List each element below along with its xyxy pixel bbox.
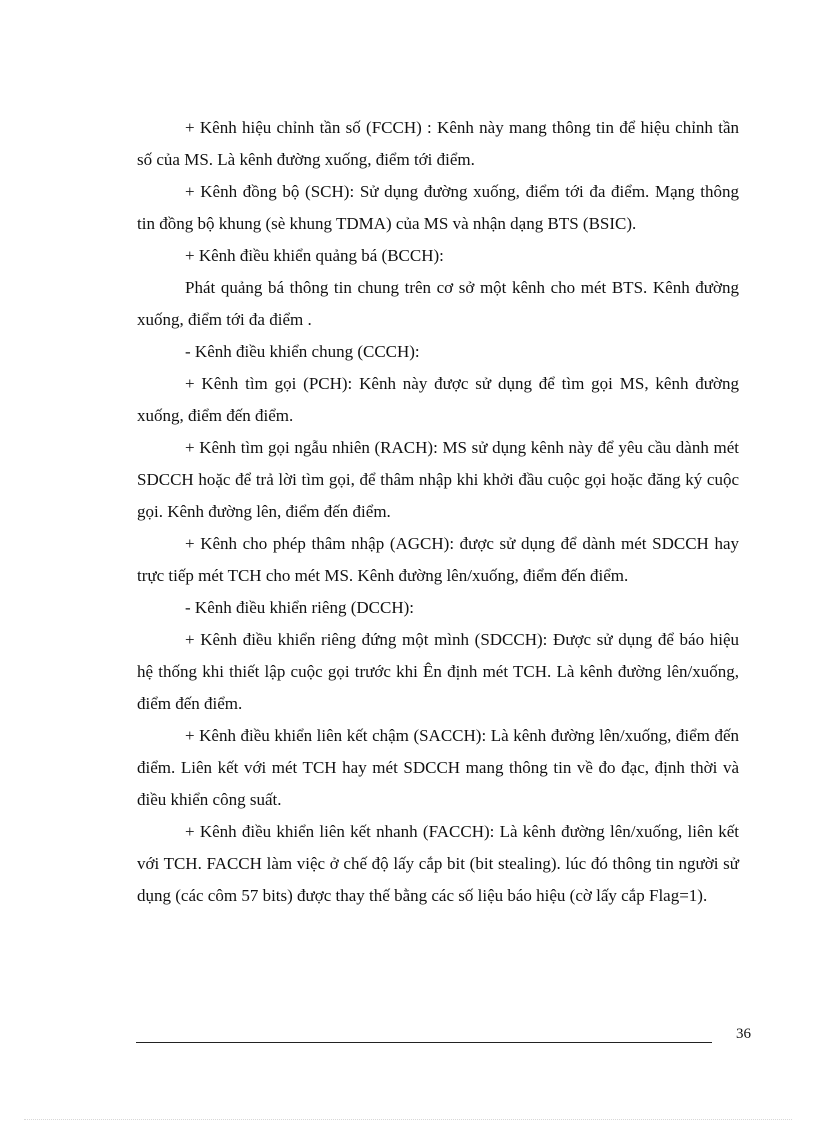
paragraph-bcch-body: Phát quảng bá thông tin chung trên cơ sở một kênh cho mét BTS. Kênh đường xuống, điểm tới đa điểm . [137,278,739,329]
footer-divider [136,1042,712,1043]
paragraph-sacch: + Kênh điều khiển liên kết chậm (SACCH): Là kênh đường lên/xuống, điểm đến điểm. Liên kết với mét TCH hay mét SDCCH mang thông tin về đo đạc, định thời và điều khiển công suất. [137,726,739,809]
paragraph-agch: + Kênh cho phép thâm nhập (AGCH): được sử dụng để dành mét SDCCH hay trực tiếp mét TCH cho mét MS. Kênh đường lên/xuống, điểm đến điểm. [137,534,739,585]
paragraph-ccch-heading: - Kênh điều khiển chung (CCCH): [185,342,420,361]
paragraph-dcch-heading: - Kênh điều khiển riêng (DCCH): [185,598,414,617]
body-text [137,112,739,912]
paragraph-rach: + Kênh tìm gọi ngẫu nhiên (RACH): MS sử dụng kênh này để yêu cầu dành mét SDCCH hoặc để trả lời tìm gọi, để thâm nhập khi khởi đầu cuộc gọi hoặc đăng ký cuộc gọi. Kênh đường lên, điểm đến điểm. [137,438,739,521]
paragraph-facch: + Kênh điều khiển liên kết nhanh (FACCH): Là kênh đường lên/xuống, liên kết với TCH. FACCH làm việc ở chế độ lấy cắp bit (bit stealing). lúc đó thông tin người sử dụng (các côm 57 bits) được thay thế bằng các số liệu báo hiệu (cờ lấy cắp Flag=1). [137,822,739,905]
page-bottom-border [24,1119,792,1120]
paragraph-pch: + Kênh tìm gọi (PCH): Kênh này được sử dụng để tìm gọi MS, kênh đường xuống, điểm đến điểm. [137,374,739,425]
paragraph-sch: + Kênh đồng bộ (SCH): Sử dụng đường xuống, điểm tới đa điểm. Mạng thông tin đồng bộ khung (sè khung TDMA) của MS và nhận dạng BTS (BSIC). [137,182,739,233]
page-number: 36 [736,1026,751,1042]
paragraph-fcch: + Kênh hiệu chỉnh tần số (FCCH) : Kênh này mang thông tin để hiệu chỉnh tần số của MS. Là kênh đường xuống, điểm tới điểm. [137,118,739,169]
paragraph-bcch-heading: + Kênh điều khiển quảng bá (BCCH): [185,246,444,265]
paragraph-sdcch: + Kênh điều khiển riêng đứng một mình (SDCCH): Được sử dụng để báo hiệu hệ thống khi thiết lập cuộc gọi trước khi Ên định mét TCH. Là kênh đường lên/xuống, điểm đến điểm. [137,630,739,713]
